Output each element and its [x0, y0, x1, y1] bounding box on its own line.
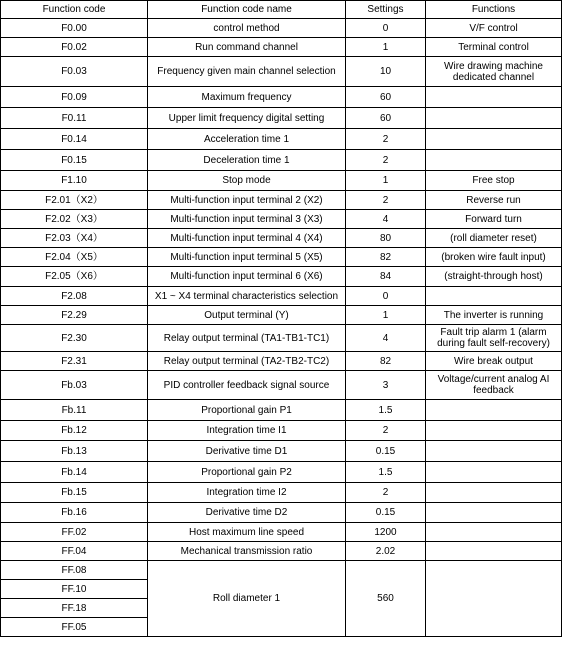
- table-row: [1, 38, 562, 57]
- header-function-code-name: Function code name: [148, 1, 346, 19]
- function-name-cell: Relay output terminal (TA1-TB1-TC1): [148, 325, 346, 352]
- function-code-cell: F0.15: [1, 150, 148, 171]
- function-name-cell: Upper limit frequency digital setting: [148, 108, 346, 129]
- setting-cell: 4: [346, 325, 426, 352]
- function-desc-cell: Terminal control: [426, 38, 562, 57]
- function-desc-cell: [426, 421, 562, 441]
- header-function-code: Function code: [1, 1, 148, 19]
- function-name-cell: Integration time I1: [148, 421, 346, 441]
- function-desc-cell: [426, 400, 562, 421]
- setting-cell: 1.5: [346, 400, 426, 421]
- table-row: [1, 462, 562, 483]
- function-name-cell: Relay output terminal (TA2-TB2-TC2): [148, 352, 346, 371]
- function-desc-cell: Forward turn: [426, 210, 562, 229]
- table-row: [1, 129, 562, 150]
- table-row: [1, 191, 562, 210]
- function-code-cell: FF.05: [1, 618, 148, 637]
- function-desc-cell: [426, 561, 562, 637]
- table-row: [1, 150, 562, 171]
- function-name-cell: Deceleration time 1: [148, 150, 346, 171]
- function-name-cell: Maximum frequency: [148, 87, 346, 108]
- function-name-cell: Proportional gain P1: [148, 400, 346, 421]
- setting-cell: 4: [346, 210, 426, 229]
- table-row: [1, 57, 562, 87]
- table-body: [1, 1, 562, 637]
- function-code-cell: Fb.14: [1, 462, 148, 483]
- table-row: [1, 87, 562, 108]
- function-desc-cell: Voltage/current analog AI feedback: [426, 371, 562, 400]
- function-code-cell: F0.03: [1, 57, 148, 87]
- function-code-cell: Fb.11: [1, 400, 148, 421]
- setting-cell: 2: [346, 483, 426, 503]
- table-row: [1, 523, 562, 542]
- function-code-cell: F2.08: [1, 287, 148, 306]
- function-name-cell: Integration time I2: [148, 483, 346, 503]
- function-name-cell: PID controller feedback signal source: [148, 371, 346, 400]
- function-code-cell: Fb.13: [1, 441, 148, 462]
- function-code-cell: FF.02: [1, 523, 148, 542]
- function-name-cell: Roll diameter 1: [148, 561, 346, 637]
- function-desc-cell: (broken wire fault input): [426, 248, 562, 267]
- function-name-cell: Output terminal (Y): [148, 306, 346, 325]
- setting-cell: 82: [346, 248, 426, 267]
- table-row: [1, 400, 562, 421]
- setting-cell: 60: [346, 87, 426, 108]
- setting-cell: 1: [346, 306, 426, 325]
- setting-cell: 82: [346, 352, 426, 371]
- function-desc-cell: [426, 108, 562, 129]
- setting-cell: 60: [346, 108, 426, 129]
- function-code-cell: F2.01（X2）: [1, 191, 148, 210]
- table-row: [1, 561, 562, 580]
- table-row: [1, 483, 562, 503]
- setting-cell: 10: [346, 57, 426, 87]
- function-code-cell: F2.30: [1, 325, 148, 352]
- function-code-cell: F2.03（X4）: [1, 229, 148, 248]
- function-desc-cell: (roll diameter reset): [426, 229, 562, 248]
- setting-cell: 1200: [346, 523, 426, 542]
- function-desc-cell: [426, 287, 562, 306]
- setting-cell: 0: [346, 287, 426, 306]
- function-code-cell: F1.10: [1, 171, 148, 191]
- table-row: [1, 421, 562, 441]
- function-name-cell: Derivative time D1: [148, 441, 346, 462]
- function-code-cell: F2.05（X6）: [1, 267, 148, 287]
- function-code-cell: FF.04: [1, 542, 148, 561]
- function-code-cell: Fb.03: [1, 371, 148, 400]
- table-row: [1, 210, 562, 229]
- setting-cell: 0.15: [346, 441, 426, 462]
- table-row: [1, 306, 562, 325]
- function-name-cell: Run command channel: [148, 38, 346, 57]
- setting-cell: 84: [346, 267, 426, 287]
- function-code-cell: FF.08: [1, 561, 148, 580]
- setting-cell: 0.15: [346, 503, 426, 523]
- function-name-cell: Multi-function input terminal 4 (X4): [148, 229, 346, 248]
- setting-cell: 2: [346, 150, 426, 171]
- function-name-cell: Acceleration time 1: [148, 129, 346, 150]
- function-name-cell: Mechanical transmission ratio: [148, 542, 346, 561]
- setting-cell: 560: [346, 561, 426, 637]
- function-desc-cell: V/F control: [426, 19, 562, 38]
- function-code-cell: F2.04（X5）: [1, 248, 148, 267]
- function-desc-cell: [426, 542, 562, 561]
- function-name-cell: Multi-function input terminal 3 (X3): [148, 210, 346, 229]
- function-desc-cell: (straight-through host): [426, 267, 562, 287]
- function-desc-cell: Wire break output: [426, 352, 562, 371]
- function-code-cell: F2.31: [1, 352, 148, 371]
- setting-cell: 80: [346, 229, 426, 248]
- function-desc-cell: [426, 150, 562, 171]
- setting-cell: 1: [346, 38, 426, 57]
- table-row: [1, 352, 562, 371]
- setting-cell: 1: [346, 171, 426, 191]
- function-name-cell: Frequency given main channel selection: [148, 57, 346, 87]
- setting-cell: 2: [346, 191, 426, 210]
- function-name-cell: Host maximum line speed: [148, 523, 346, 542]
- table-row: [1, 287, 562, 306]
- table-row: [1, 267, 562, 287]
- table-row: [1, 503, 562, 523]
- function-desc-cell: [426, 503, 562, 523]
- function-code-cell: FF.18: [1, 599, 148, 618]
- table-row: [1, 441, 562, 462]
- table-row: [1, 229, 562, 248]
- function-name-cell: Derivative time D2: [148, 503, 346, 523]
- function-desc-cell: Free stop: [426, 171, 562, 191]
- function-desc-cell: [426, 87, 562, 108]
- setting-cell: 3: [346, 371, 426, 400]
- setting-cell: 0: [346, 19, 426, 38]
- function-desc-cell: [426, 523, 562, 542]
- function-code-cell: F0.14: [1, 129, 148, 150]
- function-code-cell: F0.11: [1, 108, 148, 129]
- setting-cell: 2: [346, 129, 426, 150]
- function-code-cell: F2.02（X3）: [1, 210, 148, 229]
- function-desc-cell: [426, 462, 562, 483]
- function-name-cell: Multi-function input terminal 6 (X6): [148, 267, 346, 287]
- table-row: [1, 171, 562, 191]
- function-name-cell: Multi-function input terminal 2 (X2): [148, 191, 346, 210]
- function-desc-cell: [426, 129, 562, 150]
- function-code-cell: Fb.12: [1, 421, 148, 441]
- function-code-cell: F2.29: [1, 306, 148, 325]
- table-row: [1, 325, 562, 352]
- function-name-cell: Multi-function input terminal 5 (X5): [148, 248, 346, 267]
- function-code-cell: F0.09: [1, 87, 148, 108]
- function-name-cell: control method: [148, 19, 346, 38]
- table-row: [1, 19, 562, 38]
- header-row: [1, 1, 562, 19]
- table-row: [1, 248, 562, 267]
- table-row: [1, 371, 562, 400]
- function-desc-cell: [426, 441, 562, 462]
- function-name-cell: Proportional gain P2: [148, 462, 346, 483]
- function-code-cell: Fb.16: [1, 503, 148, 523]
- setting-cell: 2: [346, 421, 426, 441]
- function-code-cell: F0.02: [1, 38, 148, 57]
- header-functions: Functions: [426, 1, 562, 19]
- function-name-cell: Stop mode: [148, 171, 346, 191]
- function-desc-cell: Fault trip alarm 1 (alarm during fault self-recovery): [426, 325, 562, 352]
- function-code-cell: FF.10: [1, 580, 148, 599]
- table-row: [1, 108, 562, 129]
- setting-cell: 2.02: [346, 542, 426, 561]
- function-desc-cell: Reverse run: [426, 191, 562, 210]
- function-code-cell: Fb.15: [1, 483, 148, 503]
- function-desc-cell: The inverter is running: [426, 306, 562, 325]
- function-desc-cell: Wire drawing machine dedicated channel: [426, 57, 562, 87]
- function-name-cell: X1 ~ X4 terminal characteristics selection: [148, 287, 346, 306]
- function-desc-cell: [426, 483, 562, 503]
- setting-cell: 1.5: [346, 462, 426, 483]
- table-row: [1, 542, 562, 561]
- header-settings: Settings: [346, 1, 426, 19]
- function-code-cell: F0.00: [1, 19, 148, 38]
